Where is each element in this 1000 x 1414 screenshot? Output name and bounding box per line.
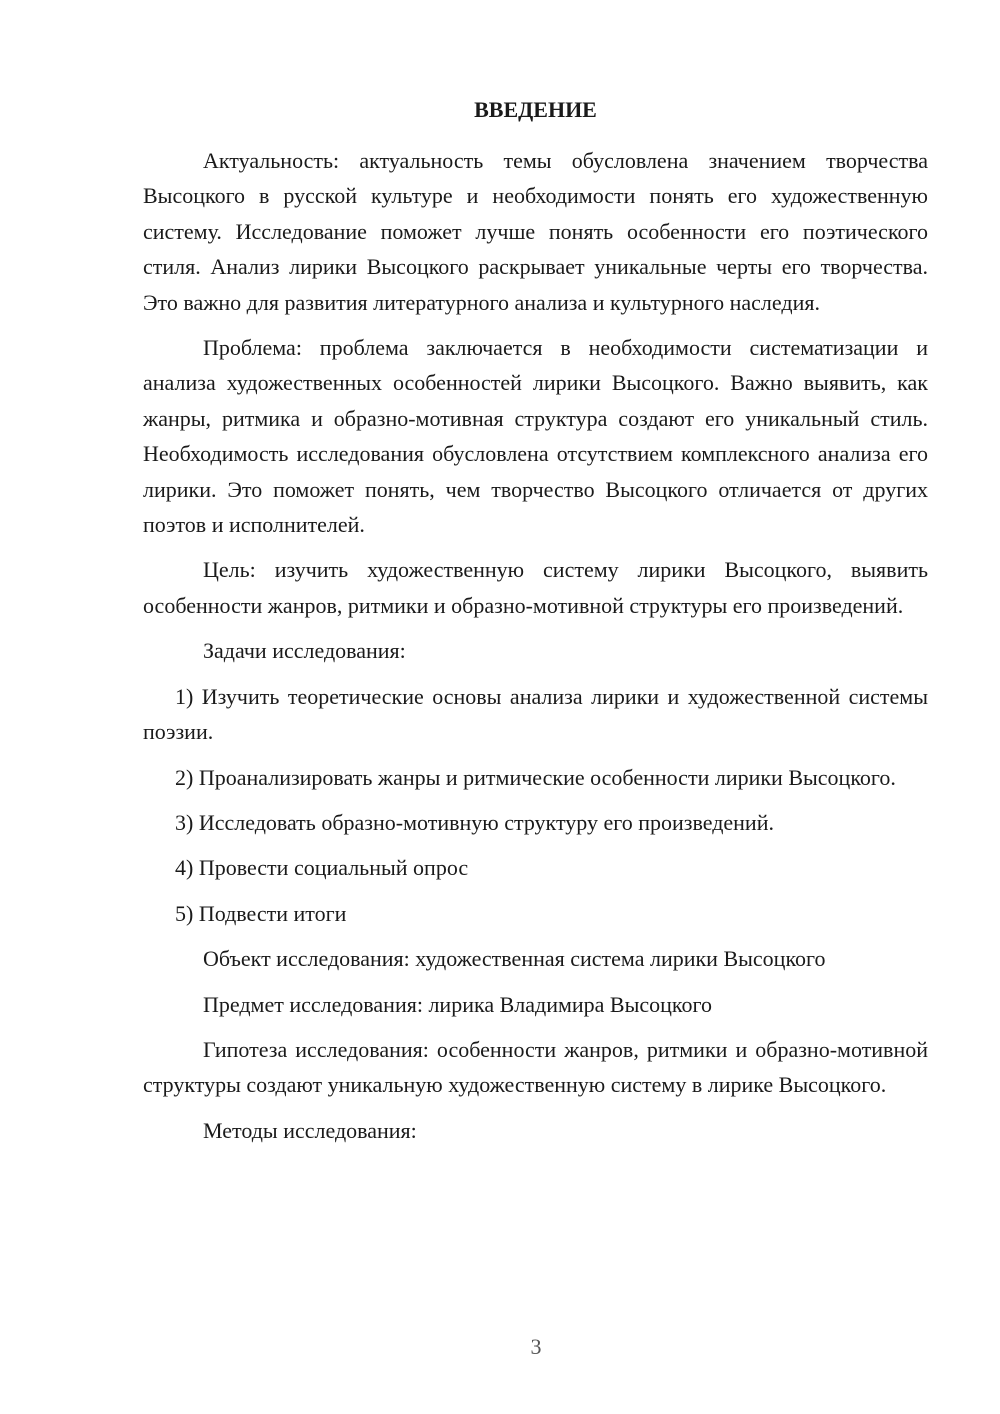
task-item-3: 3) Исследовать образно-мотивную структуру его произведений. [175, 809, 774, 835]
page-number: 3 [530, 1334, 542, 1359]
methods-heading: Методы исследования: [203, 1117, 417, 1143]
object-paragraph: Объект исследования: художественная система лирики Высоцкого [203, 946, 826, 972]
task-item-5: 5) Подвести итоги [175, 900, 347, 926]
hypothesis-paragraph: Гипотеза исследования: особенности жанров, ритмики и образно-мотивной структуры создают уникальную художественную систему в лирике Высоцкого. [143, 1036, 928, 1098]
tasks-heading: Задачи исследования: [203, 638, 406, 664]
document-body [143, 95, 928, 1158]
goal-paragraph: Цель: изучить художественную систему лирики Высоцкого, выявить особенности жанров, ритмики и образно-мотивной структуры его произведений. [143, 557, 928, 618]
task-item-2: 2) Проанализировать жанры и ритмические особенности лирики Высоцкого. [175, 764, 896, 790]
relevance-paragraph: Актуальность: актуальность темы обусловлена значением творчества Высоцкого в русской культуре и необходимости понять его художественную систему. Исследование поможет лучше понять особенности его поэтического стиля. Анализ лирики Высоцкого раскрывает уникальные черты его творчества. Это важно для развития литературного анализа и культурного наследия. [143, 148, 928, 315]
task-item-4: 4) Провести социальный опрос [175, 855, 469, 881]
subject-paragraph: Предмет исследования: лирика Владимира Высоцкого [203, 991, 712, 1017]
section-title: ВВЕДЕНИЕ [474, 97, 597, 122]
task-item-1: 1) Изучить теоретические основы анализа лирики и художественной системы поэзии. [143, 683, 928, 745]
problem-paragraph: Проблема: проблема заключается в необходимости систематизации и анализа художественных особенностей лирики Высоцкого. Важно выявить, как жанры, ритмика и образно-мотивная структура создают его уникальный стиль. Необходимость исследования обусловлена отсутствием комплексного анализа его лирики. Это поможет понять, чем творчество Высоцкого отличается от других поэтов и исполнителей. [143, 335, 928, 538]
